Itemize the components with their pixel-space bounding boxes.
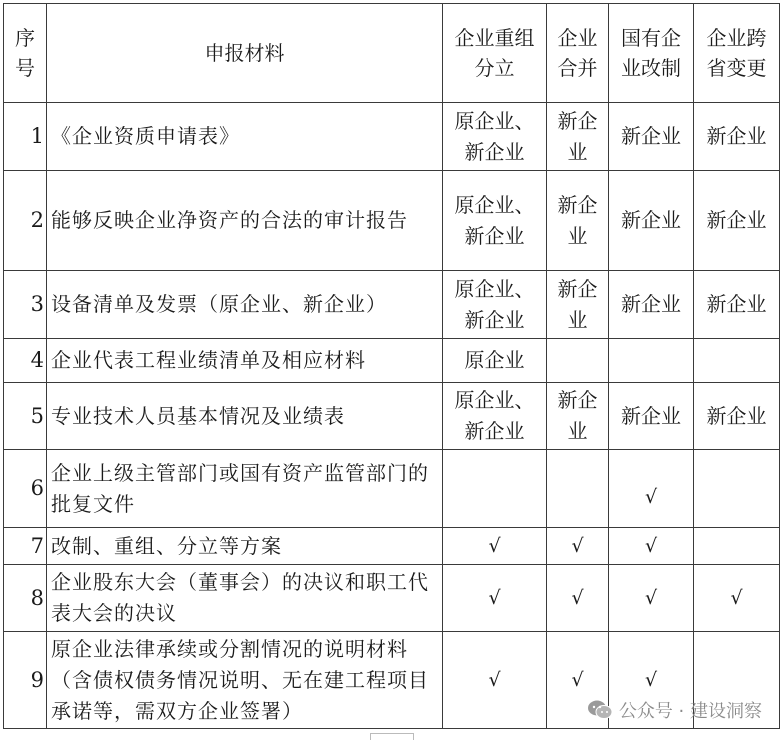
cell-cross-province: √ (694, 565, 780, 632)
table-row (4, 103, 780, 171)
cell-restructure: 新企业 (609, 103, 694, 171)
row-material: 《企业资质申请表》 (47, 103, 443, 171)
cell-merge: 新企业 (547, 103, 609, 171)
cell-merge: √ (547, 632, 609, 729)
row-index: 6 (4, 450, 47, 528)
cell-merge: √ (547, 528, 609, 565)
row-index: 2 (4, 171, 47, 271)
header-split: 企业重组分立 (443, 4, 547, 103)
wechat-icon (587, 699, 613, 721)
row-index: 4 (4, 339, 47, 383)
cell-split: 原企业 (443, 339, 547, 383)
cell-cross-province: 新企业 (694, 383, 780, 450)
cell-split (443, 450, 547, 528)
row-index: 1 (4, 103, 47, 171)
row-material: 改制、重组、分立等方案 (47, 528, 443, 565)
cell-split: 原企业、新企业 (443, 171, 547, 271)
watermark-text: 公众号 · 建设洞察 (618, 701, 762, 722)
table-row (4, 565, 780, 632)
cell-split: 原企业、新企业 (443, 271, 547, 339)
table-row (4, 383, 780, 450)
header-restructure: 国有企业改制 (609, 4, 694, 103)
header-cross-province: 企业跨省变更 (694, 4, 780, 103)
cell-split: 原企业、新企业 (443, 383, 547, 450)
cell-restructure: √ (609, 528, 694, 565)
cell-split: 原企业、新企业 (443, 103, 547, 171)
table-row (4, 339, 780, 383)
cell-split: √ (443, 565, 547, 632)
cell-cross-province: 新企业 (694, 271, 780, 339)
table-row (4, 450, 780, 528)
row-material: 设备清单及发票（原企业、新企业） (47, 271, 443, 339)
cell-split: √ (443, 632, 547, 729)
row-index: 7 (4, 528, 47, 565)
cell-cross-province: 新企业 (694, 171, 780, 271)
cell-merge (547, 450, 609, 528)
row-index: 9 (4, 632, 47, 729)
cell-restructure: 新企业 (609, 383, 694, 450)
materials-table (3, 3, 780, 729)
row-index: 3 (4, 271, 47, 339)
table-row (4, 528, 780, 565)
row-index: 8 (4, 565, 47, 632)
cell-restructure: √ (609, 450, 694, 528)
cell-merge: 新企业 (547, 383, 609, 450)
cell-cross-province: 新企业 (694, 103, 780, 171)
cell-restructure: √ (609, 632, 694, 729)
watermark (587, 697, 762, 723)
cell-merge: 新企业 (547, 171, 609, 271)
table-row (4, 171, 780, 271)
cell-cross-province (694, 528, 780, 565)
header-merge: 企业合并 (547, 4, 609, 103)
cell-split: √ (443, 528, 547, 565)
cell-merge: √ (547, 565, 609, 632)
row-material: 能够反映企业净资产的合法的审计报告 (47, 171, 443, 271)
row-material: 专业技术人员基本情况及业绩表 (47, 383, 443, 450)
cell-merge: 新企业 (547, 271, 609, 339)
cell-merge (547, 339, 609, 383)
row-material: 企业股东大会（董事会）的决议和职工代表大会的决议 (47, 565, 443, 632)
cell-restructure: 新企业 (609, 271, 694, 339)
header-index: 序号 (4, 4, 47, 103)
row-material: 原企业法律承续或分割情况的说明材料（含债权债务情况说明、无在建工程项目承诺等，需双方企业签署） (47, 632, 443, 729)
cell-cross-province (694, 339, 780, 383)
cell-restructure: √ (609, 565, 694, 632)
row-material: 企业上级主管部门或国有资产监管部门的批复文件 (47, 450, 443, 528)
cell-restructure: 新企业 (609, 171, 694, 271)
cell-restructure (609, 339, 694, 383)
cell-cross-province (694, 450, 780, 528)
header-row (4, 4, 780, 103)
row-material: 企业代表工程业绩清单及相应材料 (47, 339, 443, 383)
table-row (4, 271, 780, 339)
row-index: 5 (4, 383, 47, 450)
header-material: 申报材料 (47, 4, 443, 103)
